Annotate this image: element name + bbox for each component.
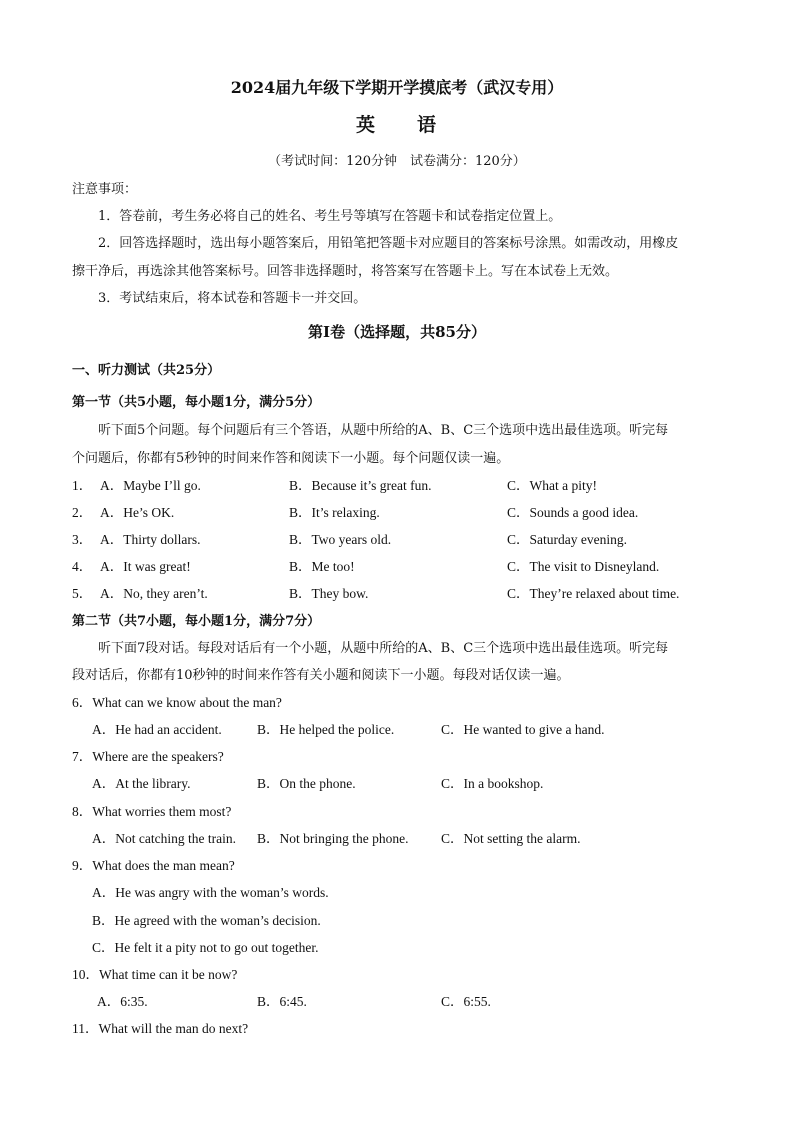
subject-title xyxy=(0,115,794,135)
q4-option-c: C．The visit to Disneyland. xyxy=(507,559,660,574)
q10-option-a: A．6:35. xyxy=(97,994,148,1009)
note-item-2-cont: 擦干净后，再选涂其他答案标号。回答非选择题时，将答案写在答题卡上。写在本试卷上无效。 xyxy=(72,264,619,279)
volume-heading: 第Ⅰ卷（选择题，共85分） xyxy=(308,323,486,341)
q10-option-b: B．6:45. xyxy=(257,994,307,1009)
q7-stem: 7．Where are the speakers? xyxy=(72,749,224,764)
q8-stem: 8．What worries them most? xyxy=(72,804,232,819)
q6-stem: 6．What can we know about the man? xyxy=(72,695,282,710)
subject-char-1: 英 xyxy=(355,114,377,136)
q9-option-a: A．He was angry with the woman’s words. xyxy=(92,885,329,900)
note-item-2: 2．回答选择题时，选出每小题答案后，用铅笔把答题卡对应题目的答案标号涂黑。如需改动，用橡皮 xyxy=(98,236,679,251)
q3-number: 3． xyxy=(72,532,93,547)
q7-option-b: B．On the phone. xyxy=(257,776,356,791)
q1-number: 1． xyxy=(72,478,93,493)
q2-option-c: C．Sounds a good idea. xyxy=(507,505,639,520)
q1-option-a: A．Maybe I’ll go. xyxy=(100,478,201,493)
q8-option-a: A．Not catching the train. xyxy=(92,831,236,846)
q4-option-b: B．Me too! xyxy=(289,559,355,574)
q5-option-c: C．They’re relaxed about time. xyxy=(507,586,680,601)
q8-option-c: C．Not setting the alarm. xyxy=(441,831,581,846)
q1-option-c: C．What a pity! xyxy=(507,478,597,493)
note-item-3: 3．考试结束后，将本试卷和答题卡一并交回。 xyxy=(98,291,367,306)
part1-heading: 一、听力测试（共25分） xyxy=(72,363,221,378)
section2-instructions-1: 听下面7段对话。每段对话后有一个小题，从题中所给的A、B、C三个选项中选出最佳选项。听完每 xyxy=(98,641,669,656)
exam-title: 2024届九年级下学期开学摸底考（武汉专用） xyxy=(230,78,564,97)
q2-option-b: B．It’s relaxing. xyxy=(289,505,380,520)
notes-heading: 注意事项： xyxy=(72,182,138,197)
section1-instructions-1: 听下面5个问题。每个问题后有三个答语，从题中所给的A、B、C三个选项中选出最佳选项。听完每 xyxy=(98,423,669,438)
q11-stem: 11．What will the man do next? xyxy=(72,1021,249,1036)
q7-option-c: C．In a bookshop. xyxy=(441,776,544,791)
q10-stem: 10．What time can it be now? xyxy=(72,967,238,982)
q8-option-b: B．Not bringing the phone. xyxy=(257,831,409,846)
q3-option-b: B．Two years old. xyxy=(289,532,392,547)
section2-instructions-2: 段对话后，你都有10秒钟的时间来作答有关小题和阅读下一小题。每段对话仅读一遍。 xyxy=(72,668,570,683)
exam-info: （考试时间：120分钟 试卷满分：120分） xyxy=(268,154,526,169)
q2-option-a: A．He’s OK. xyxy=(100,505,175,520)
q9-stem: 9．What does the man mean? xyxy=(72,858,235,873)
q4-number: 4． xyxy=(72,559,93,574)
section1-heading: 第一节（共5小题，每小题1分，满分5分） xyxy=(72,395,321,410)
q9-option-b: B．He agreed with the woman’s decision. xyxy=(92,913,321,928)
section2-heading: 第二节（共7小题，每小题1分，满分7分） xyxy=(72,614,321,629)
q3-option-c: C．Saturday evening. xyxy=(507,532,627,547)
q4-option-a: A．It was great! xyxy=(100,559,191,574)
section1-instructions-2: 个问题后，你都有5秒钟的时间来作答和阅读下一小题。每个问题仅读一遍。 xyxy=(72,451,510,466)
note-item-1: 1．答卷前，考生务必将自己的姓名、考生号等填写在答题卡和试卷指定位置上。 xyxy=(98,209,562,224)
q5-option-b: B．They bow. xyxy=(289,586,369,601)
q9-option-c: C．He felt it a pity not to go out together. xyxy=(92,940,319,955)
q6-option-a: A．He had an accident. xyxy=(92,722,222,737)
q2-number: 2． xyxy=(72,505,93,520)
q7-option-a: A．At the library. xyxy=(92,776,191,791)
q5-number: 5． xyxy=(72,586,93,601)
q1-option-b: B．Because it’s great fun. xyxy=(289,478,432,493)
q5-option-a: A．No, they aren’t. xyxy=(100,586,208,601)
q3-option-a: A．Thirty dollars. xyxy=(100,532,201,547)
q6-option-c: C．He wanted to give a hand. xyxy=(441,722,605,737)
q6-option-b: B．He helped the police. xyxy=(257,722,395,737)
q10-option-c: C．6:55. xyxy=(441,994,491,1009)
subject-char-2: 语 xyxy=(417,114,439,136)
